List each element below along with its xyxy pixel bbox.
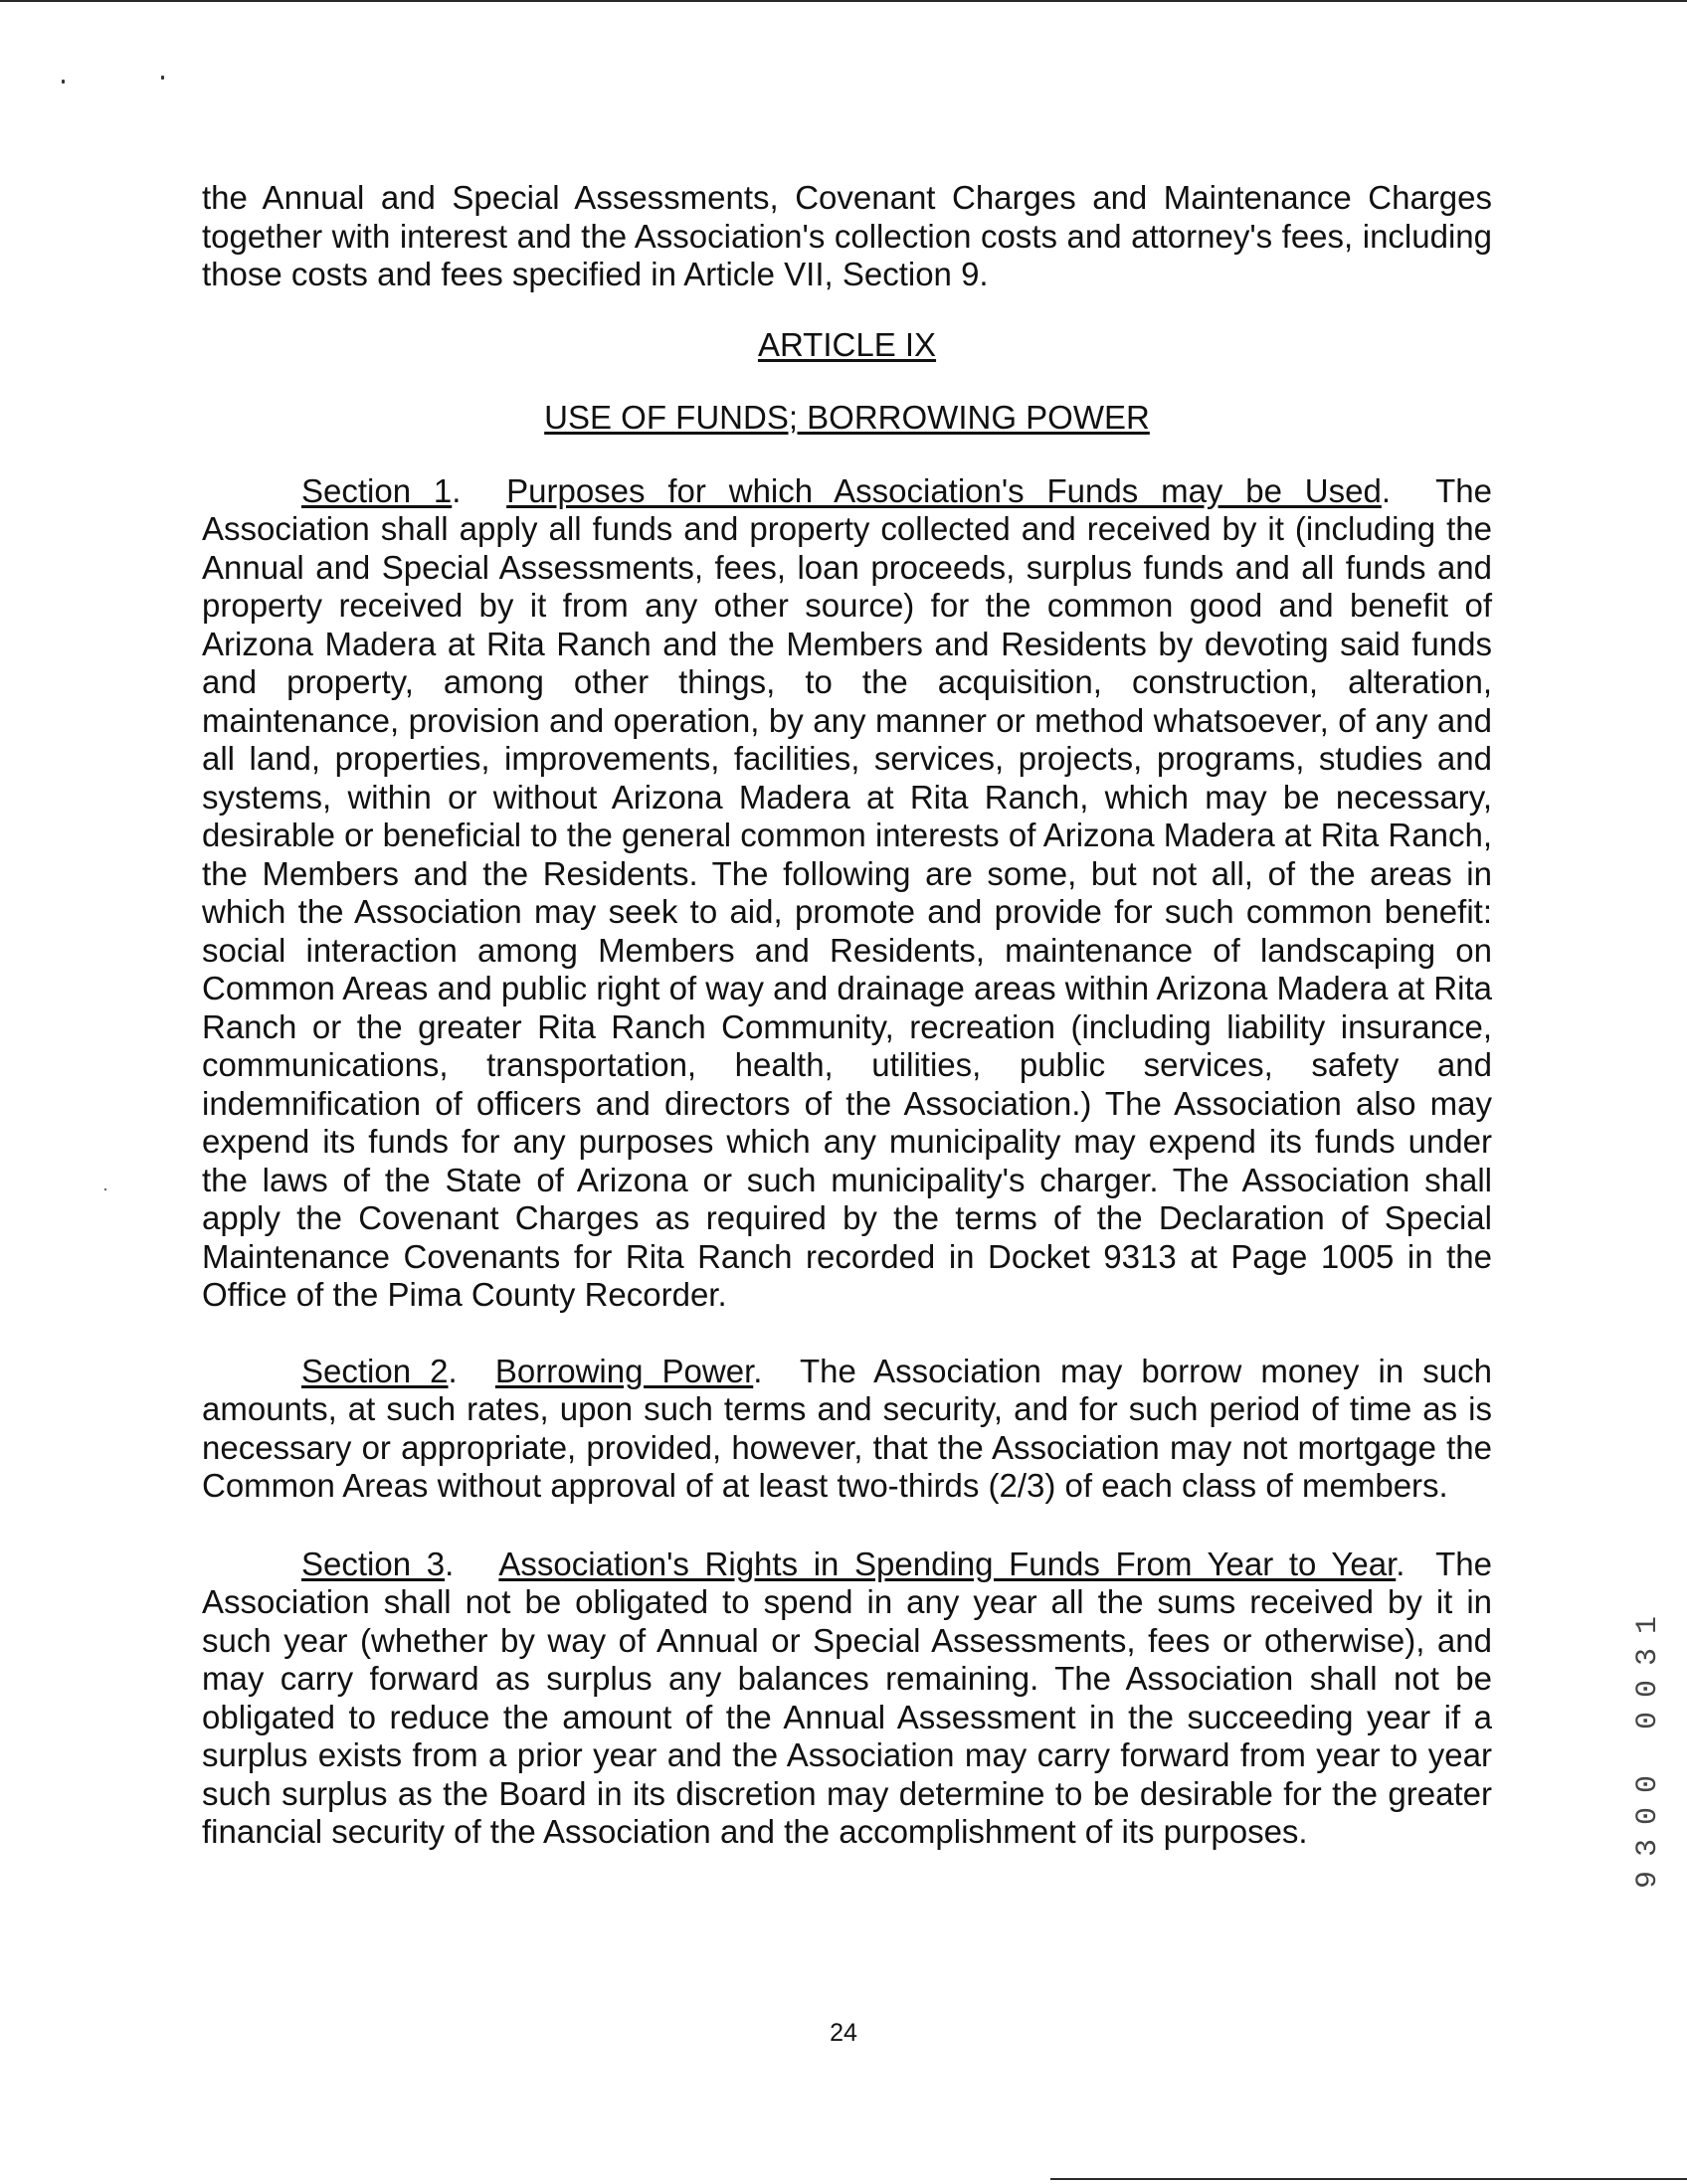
section-3-title: Association's Rights in Spending Funds From Year to Year bbox=[498, 1545, 1397, 1582]
article-subtitle-text: USE OF FUNDS; BORROWING POWER bbox=[544, 399, 1150, 436]
document-body bbox=[202, 179, 1492, 1852]
section-2-paragraph: Section 2. Borrowing Power. The Association may borrow money in such amounts, at such rates, upon such terms and security, and for such period of time as is necessary or appropriate, provided, however, that the Association may not mortgage the Common Areas without approval of at least two-thirds (2/3) of each class of members. bbox=[202, 1352, 1492, 1504]
section-1-body: The Association shall apply all funds and property collected and received by it (including the Annual and Special Assessments, fees, loan proceeds, surplus funds and all funds and property received by it from any other source) for the common good and benefit of Arizona Madera at Rita Ranch and the Members and Residents by devoting said funds and property, among other things, to the acquisition, construction, alteration, maintenance, provision and operation, by any manner or method whatsoever, of any and all land, properties, improvements, facilities, services, projects, programs, studies and systems, within or without Arizona Madera at Rita Ranch, which may be necessary, desirable or beneficial to the general common interests of Arizona Madera at Rita Ranch, the Members and the Residents. The following are some, but not all, of the areas in which the Association may seek to aid, promote and provide for such common benefit: social interaction among Members and Residents, maintenance of landscaping on Common Areas and public right of way and drainage areas within Arizona Madera at Rita Ranch or the greater Rita Ranch Community, recreation (including liability insurance, communications, transportation, health, utilities, public services, safety and indemnification of officers and directors of the Association.) The Association also may expend its funds for any purposes which any municipality may expend its funds under the laws of the State of Arizona or such municipality's charger. The Association shall apply the Covenant Charges as required by the terms of the Declaration of Special Maintenance Covenants for Rita Ranch recorded in Docket 9313 at Page 1005 in the Office of the Pima County Recorder. bbox=[202, 471, 1492, 1313]
section-3-paragraph: Section 3. Association's Rights in Spending Funds From Year to Year. The Association shall not be obligated to spend in any year all the sums received by it in such year (whether by way of Annual or Special Assessments, fees or otherwise), and may carry forward as surplus any balances remaining. The Association shall not be obligated to reduce the amount of the Annual Assessment in the succeeding year if a surplus exists from a prior year and the Association may carry forward from year to year such surplus as the Board in its discretion may determine to be desirable for the greater financial security of the Association and the accomplishment of its purposes. bbox=[202, 1545, 1492, 1850]
scan-speck bbox=[104, 1188, 106, 1190]
scan-edge-bottom bbox=[1050, 2178, 1687, 2180]
scan-edge-top bbox=[0, 0, 1687, 2]
section-2-body: The Association may borrow money in such amounts, at such rates, upon such terms and security, and for such period of time as is necessary or appropriate, provided, however, that the Association may not mortgage the Common Areas without approval of at least two-thirds (2/3) of each class of members. bbox=[202, 1352, 1492, 1504]
margin-stamp-text: 9300 0031 bbox=[1631, 1601, 1665, 1890]
section-1-title: Purposes for which Association's Funds may be Used bbox=[506, 471, 1382, 509]
page-number: 24 bbox=[830, 2019, 857, 2047]
section-2-title: Borrowing Power bbox=[494, 1352, 754, 1389]
section-1-paragraph: Section 1. Purposes for which Association's Funds may be Used. The Association shall apply all funds and property collected and received by it (including the Annual and Special Assessments, fees, loan proceeds, surplus funds and all funds and property received by it from any other source) for the common good and benefit of Arizona Madera at Rita Ranch and the Members and Residents by devoting said funds and property, among other things, to the acquisition, construction, alteration, maintenance, provision and operation, by any manner or method whatsoever, of any and all land, properties, improvements, facilities, services, projects, programs, studies and systems, within or without Arizona Madera at Rita Ranch, which may be necessary, desirable or beneficial to the general common interests of Arizona Madera at Rita Ranch, the Members and the Residents. The following are some, but not all, of the areas in which the Association may seek to aid, promote and provide for such common benefit: social interaction among Members and Residents, maintenance of landscaping on Common Areas and public right of way and drainage areas within Arizona Madera at Rita Ranch or the greater Rita Ranch Community, recreation (including liability insurance, communications, transportation, health, utilities, public services, safety and indemnification of officers and directors of the Association.) The Association also may expend its funds for any purposes which any municipality may expend its funds under the laws of the State of Arizona or such municipality's charger. The Association shall apply the Covenant Charges as required by the terms of the Declaration of Special Maintenance Covenants for Rita Ranch recorded in Docket 9313 at Page 1005 in the Office of the Pima County Recorder. bbox=[202, 471, 1492, 1313]
article-title-text: ARTICLE IX bbox=[757, 325, 937, 363]
scan-speck bbox=[161, 76, 164, 80]
margin-stamp bbox=[1631, 1566, 1665, 1924]
scan-speck bbox=[62, 80, 65, 84]
section-1-number: Section 1 bbox=[301, 471, 453, 509]
opening-paragraph: the Annual and Special Assessments, Covenant Charges and Maintenance Charges together with interest and the Association's collection costs and attorney's fees, including those costs and fees specified in Article VII, Section 9. bbox=[202, 179, 1492, 292]
article-title bbox=[202, 326, 1492, 365]
section-2-number: Section 2 bbox=[301, 1352, 449, 1389]
section-3-body: The Association shall not be obligated to spend in any year all the sums received by it in such year (whether by way of Annual or Special Assessments, fees or otherwise), and may carry forward as surplus any balances remaining. The Association shall not be obligated to reduce the amount of the Annual Assessment in the succeeding year if a surplus exists from a prior year and the Association may carry forward from year to year such surplus as the Board in its discretion may determine to be desirable for the greater financial security of the Association and the accomplishment of its purposes. bbox=[202, 1545, 1492, 1850]
section-3-number: Section 3 bbox=[301, 1545, 446, 1582]
article-subtitle bbox=[202, 399, 1492, 438]
